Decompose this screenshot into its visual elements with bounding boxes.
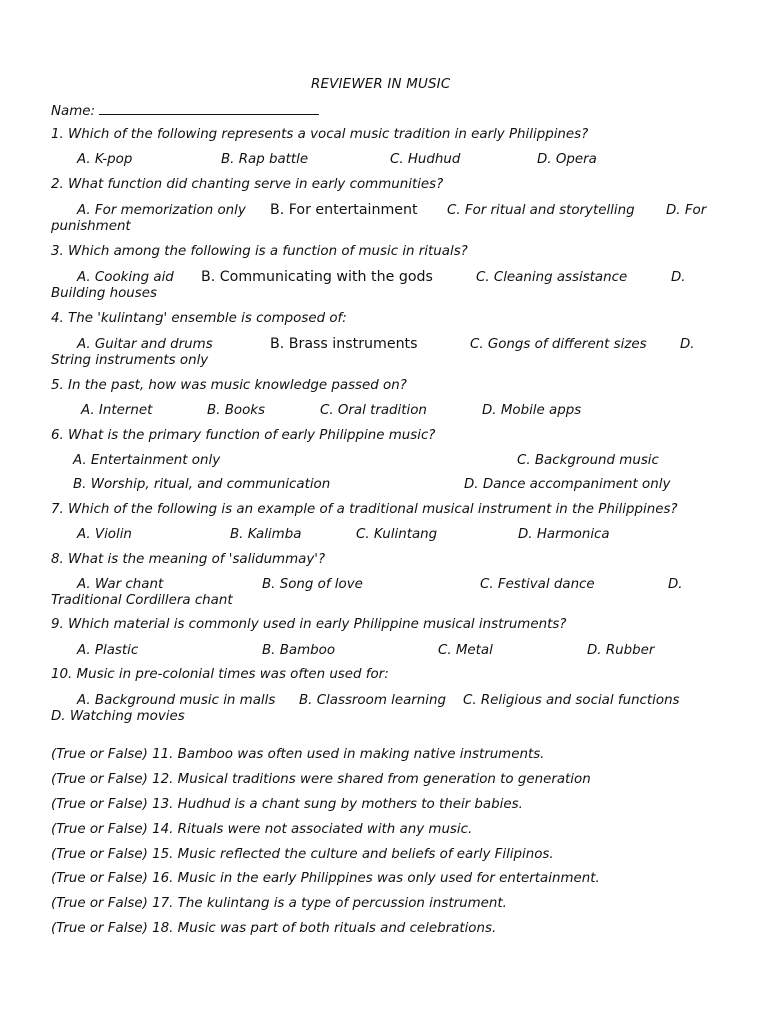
q6-option-b: B. Worship, ritual, and communication [73,477,331,492]
q5-option-b: B. Books [207,403,266,418]
true-false-18: (True or False) 18. Music was part of both rituals and celebrations. [51,921,497,936]
q5-option-d: D. Mobile apps [482,403,582,418]
q9-option-b: B. Bamboo [262,643,336,658]
question-10: 10. Music in pre-colonial times was often used for: [51,667,389,682]
q3-option-d-wrap: Building houses [51,286,157,301]
name-label: Name: [51,104,96,119]
q7-option-c: C. Kulintang [356,527,438,542]
question-5: 5. In the past, how was music knowledge passed on? [51,378,407,393]
q4-option-c: C. Gongs of different sizes [470,337,647,352]
true-false-17: (True or False) 17. The kulintang is a type of percussion instrument. [51,896,507,911]
q8-option-d-wrap: Traditional Cordillera chant [51,593,233,608]
question-4: 4. The 'kulintang' ensemble is composed of: [51,311,347,326]
q3-option-d: D. [671,270,686,285]
q7-option-a: A. Violin [77,527,132,542]
question-8: 8. What is the meaning of 'salidummay'? [51,552,326,567]
q2-option-b: B. For entertainment [270,202,418,218]
q8-option-a: A. War chant [77,577,164,592]
q9-option-d: D. Rubber [587,643,655,658]
q6-option-d: D. Dance accompaniment only [464,477,671,492]
question-2: 2. What function did chanting serve in early communities? [51,177,444,192]
true-false-13: (True or False) 13. Hudhud is a chant sung by mothers to their babies. [51,797,523,812]
q1-option-d: D. Opera [537,152,597,167]
true-false-16: (True or False) 16. Music in the early Philippines was only used for entertainment. [51,871,600,886]
q9-option-a: A. Plastic [77,643,139,658]
page-title: REVIEWER IN MUSIC [311,77,451,92]
q7-option-b: B. Kalimba [230,527,302,542]
q2-option-d: D. For [666,203,707,218]
q8-option-c: C. Festival dance [480,577,595,592]
q3-option-b: B. Communicating with the gods [201,269,433,285]
q2-option-d-wrap: punishment [51,219,131,234]
true-false-14: (True or False) 14. Rituals were not associated with any music. [51,822,473,837]
question-9: 9. Which material is commonly used in early Philippine musical instruments? [51,617,567,632]
true-false-11: (True or False) 11. Bamboo was often used in making native instruments. [51,747,545,762]
q9-option-c: C. Metal [438,643,493,658]
q4-option-d-wrap: String instruments only [51,353,209,368]
q5-option-a: A. Internet [81,403,153,418]
q2-option-c: C. For ritual and storytelling [447,203,635,218]
q6-option-a: A. Entertainment only [73,453,221,468]
q3-option-a: A. Cooking aid [77,270,174,285]
name-blank-line[interactable] [99,102,319,115]
question-7: 7. Which of the following is an example of a traditional musical instrument in the Philippines? [51,502,678,517]
q4-option-d: D. [680,337,695,352]
q5-option-c: C. Oral tradition [320,403,427,418]
question-1: 1. Which of the following represents a vocal music tradition in early Philippines? [51,127,589,142]
q1-option-a: A. K-pop [77,152,133,167]
q10-option-a: A. Background music in malls [77,693,276,708]
question-6: 6. What is the primary function of early Philippine music? [51,428,436,443]
q6-option-c: C. Background music [517,453,659,468]
q4-option-a: A. Guitar and drums [77,337,213,352]
name-field-row [51,102,319,119]
q10-option-b: B. Classroom learning [299,693,446,708]
q4-option-b: B. Brass instruments [270,336,418,352]
q1-option-c: C. Hudhud [390,152,461,167]
true-false-15: (True or False) 15. Music reflected the culture and beliefs of early Filipinos. [51,847,554,862]
true-false-12: (True or False) 12. Musical traditions were shared from generation to generation [51,772,591,787]
q7-option-d: D. Harmonica [518,527,610,542]
q10-option-d: D. Watching movies [51,709,185,724]
q8-option-b: B. Song of love [262,577,363,592]
q2-option-a: A. For memorization only [77,203,246,218]
q1-option-b: B. Rap battle [221,152,309,167]
q3-option-c: C. Cleaning assistance [476,270,628,285]
question-3: 3. Which among the following is a function of music in rituals? [51,244,468,259]
q8-option-d: D. [668,577,683,592]
q10-option-c: C. Religious and social functions [463,693,680,708]
